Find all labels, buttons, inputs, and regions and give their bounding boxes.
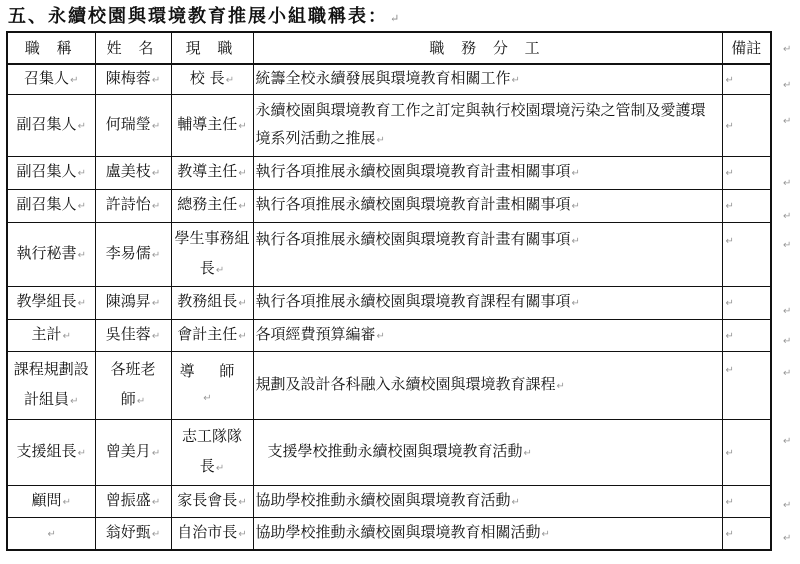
table-row [7,286,771,319]
return-mark-icon: ↵ [151,330,161,342]
return-mark-icon: ↵ [151,447,161,459]
name-cell: 李易儒↵ [95,222,171,286]
note-cell [722,517,771,550]
duty-cell: 協助學校推動永續校園與環境教育相關活動↵ [253,517,722,550]
return-mark-icon: ↵ [725,447,734,459]
name-cell: 翁妤甄↵ [95,517,171,550]
return-mark-icon: ↵ [151,74,161,86]
return-mark-icon: ↵ [571,298,580,309]
return-mark-icon: ↵ [725,496,734,508]
return-mark-icon: ↵ [725,528,734,540]
row-end-mark-icon: ↵ [783,116,792,127]
roles-table [6,31,772,551]
return-mark-icon: ↵ [511,74,520,86]
name-cell: 吳佳蓉↵ [95,319,171,351]
duty-cell: 協助學校推動永續校園與環境教育活動↵ [253,485,722,517]
return-mark-icon: ↵ [725,168,734,179]
return-mark-icon: ↵ [238,330,247,342]
role-cell: 顧問↵ [7,485,95,517]
table-row [7,94,771,156]
name-cell: 陳梅蓉↵ [95,64,171,94]
table-row [7,517,771,550]
role-cell: 教學組長↵ [7,286,95,319]
return-mark-icon: ↵ [725,364,734,376]
header-row [7,32,771,64]
duty-cell: 規劃及設計各科融入永續校園與環境教育課程↵ [253,351,722,419]
return-mark-icon: ↵ [151,496,161,508]
row-end-mark-icon: ↵ [783,80,792,91]
table-row [7,222,771,286]
role-cell: 課程規劃設計組員↵ [7,351,95,419]
duty-cell: 執行各項推展永續校園與環境教育計畫相關事項↵ [253,156,722,189]
note-cell [722,319,771,351]
header-note: 備註 [722,32,771,64]
return-mark-icon: ↵ [70,74,79,86]
note-cell [722,222,771,286]
note-cell [722,64,771,94]
duty-cell: 永續校園與環境教育工作之訂定與執行校園環境污染之管制及愛護環境系列活動之推展↵ [253,94,722,156]
return-mark-icon: ↵ [151,168,161,179]
return-mark-icon: ↵ [62,496,71,508]
return-mark-icon: ↵ [238,168,247,179]
return-mark-icon: ↵ [215,264,225,276]
duty-cell: 統籌全校永續發展與環境教育相關工作↵ [253,64,722,94]
row-end-mark-icon: ↵ [783,240,792,251]
return-mark-icon: ↵ [725,298,734,309]
return-mark-icon: ↵ [77,298,86,309]
return-mark-icon: ↵ [238,496,247,508]
duty-cell: 執行各項推展永續校園與環境教育計畫有關事項↵ [253,222,722,286]
page-title [8,2,401,28]
note-cell [722,286,771,319]
position-cell: 教務組長↵ [171,286,253,319]
position-cell: 志工隊隊長↵ [171,419,253,485]
name-cell: 許詩怡↵ [95,189,171,222]
return-mark-icon: ↵ [151,249,161,261]
duty-cell: 支援學校推動永續校園與環境教育活動↵ [253,419,722,485]
position-cell: 會計主任↵ [171,319,253,351]
role-cell: 主計↵ [7,319,95,351]
role-cell: 執行秘書↵ [7,222,95,286]
position-cell: 校 長↵ [171,64,253,94]
note-cell [722,419,771,485]
return-mark-icon: ↵ [136,395,146,407]
note-cell [722,485,771,517]
table-row [7,156,771,189]
role-cell: 副召集人↵ [7,94,95,156]
return-mark-icon: ↵ [77,249,86,261]
return-mark-icon: ↵ [376,330,385,342]
return-mark-icon: ↵ [523,447,532,459]
return-mark-icon: ↵ [77,201,86,212]
return-mark-icon: ↵ [725,74,734,86]
return-mark-icon: ↵ [556,380,565,392]
position-cell: 教導主任↵ [171,156,253,189]
header-duty: 職 務 分 工 [253,32,722,64]
row-end-mark-icon: ↵ [783,336,792,347]
row-end-mark-icon: ↵ [783,178,792,189]
return-mark-icon: ↵ [151,120,161,132]
return-mark-icon: ↵ [77,168,86,179]
return-mark-icon: ↵ [203,393,222,404]
return-mark-icon: ↵ [238,201,247,212]
position-cell: 學生事務組長↵ [171,222,253,286]
table-row [7,189,771,222]
return-mark-icon: ↵ [541,528,550,540]
role-cell: 召集人↵ [7,64,95,94]
position-cell: 家長會長↵ [171,485,253,517]
return-mark-icon: ↵ [77,447,86,459]
note-cell [722,156,771,189]
name-cell: 盧美枝↵ [95,156,171,189]
return-mark-icon: ↵ [62,330,71,342]
table-row [7,485,771,517]
position-cell: 總務主任↵ [171,189,253,222]
name-cell: 何瑞瑩↵ [95,94,171,156]
role-cell: 副召集人↵ [7,156,95,189]
return-mark-icon: ↵ [238,120,247,132]
position-cell: 自治市長↵ [171,517,253,550]
row-end-mark-icon: ↵ [783,500,792,511]
title-text: 五、永續校園與環境教育推展小組職稱表： [8,6,388,27]
table-row [7,419,771,485]
row-end-mark-icon: ↵ [783,211,792,222]
row-end-mark-icon: ↵ [783,44,792,55]
role-cell [7,517,95,550]
return-mark-icon: ↵ [725,201,734,212]
return-mark-icon: ↵ [571,201,580,212]
return-mark-icon: ↵ [238,298,247,309]
row-end-mark-icon: ↵ [783,368,792,379]
row-end-mark-icon: ↵ [783,306,792,317]
header-position: 現 職 [171,32,253,64]
role-cell: 副召集人↵ [7,189,95,222]
position-cell: 輔導主任↵ [171,94,253,156]
duty-cell: 各項經費預算編審↵ [253,319,722,351]
note-cell [722,94,771,156]
return-mark-icon: ↵ [725,235,734,247]
return-mark-icon: ↵ [376,134,385,146]
name-cell: 曾美月↵ [95,419,171,485]
header-role: 職 稱 [7,32,95,64]
return-mark-icon: ↵ [77,120,86,132]
return-mark-icon: ↵ [725,330,734,342]
return-mark-icon: ↵ [571,235,580,247]
table-row [7,64,771,94]
return-mark-icon: ↵ [390,12,402,25]
return-mark-icon: ↵ [151,528,161,540]
role-cell: 支援組長↵ [7,419,95,485]
return-mark-icon: ↵ [571,168,580,179]
name-cell: 各班老師↵ [95,351,171,419]
return-mark-icon: ↵ [70,395,79,407]
duty-cell: 執行各項推展永續校園與環境教育計畫相關事項↵ [253,189,722,222]
row-end-mark-icon: ↵ [783,436,792,447]
return-mark-icon: ↵ [47,528,56,540]
name-cell: 曾振盛↵ [95,485,171,517]
note-cell [722,189,771,222]
return-mark-icon: ↵ [151,298,161,309]
row-end-mark-icon: ↵ [783,533,792,544]
header-name: 姓 名 [95,32,171,64]
position-cell: 導 師↵ [171,351,253,419]
table-row [7,351,771,419]
return-mark-icon: ↵ [725,120,734,132]
return-mark-icon: ↵ [238,528,247,540]
return-mark-icon: ↵ [511,496,520,508]
return-mark-icon: ↵ [225,74,235,86]
note-cell [722,351,771,419]
return-mark-icon: ↵ [151,201,161,212]
duty-cell: 執行各項推展永續校園與環境教育課程有關事項↵ [253,286,722,319]
table-row [7,319,771,351]
name-cell: 陳鴻昇↵ [95,286,171,319]
return-mark-icon: ↵ [215,462,225,474]
